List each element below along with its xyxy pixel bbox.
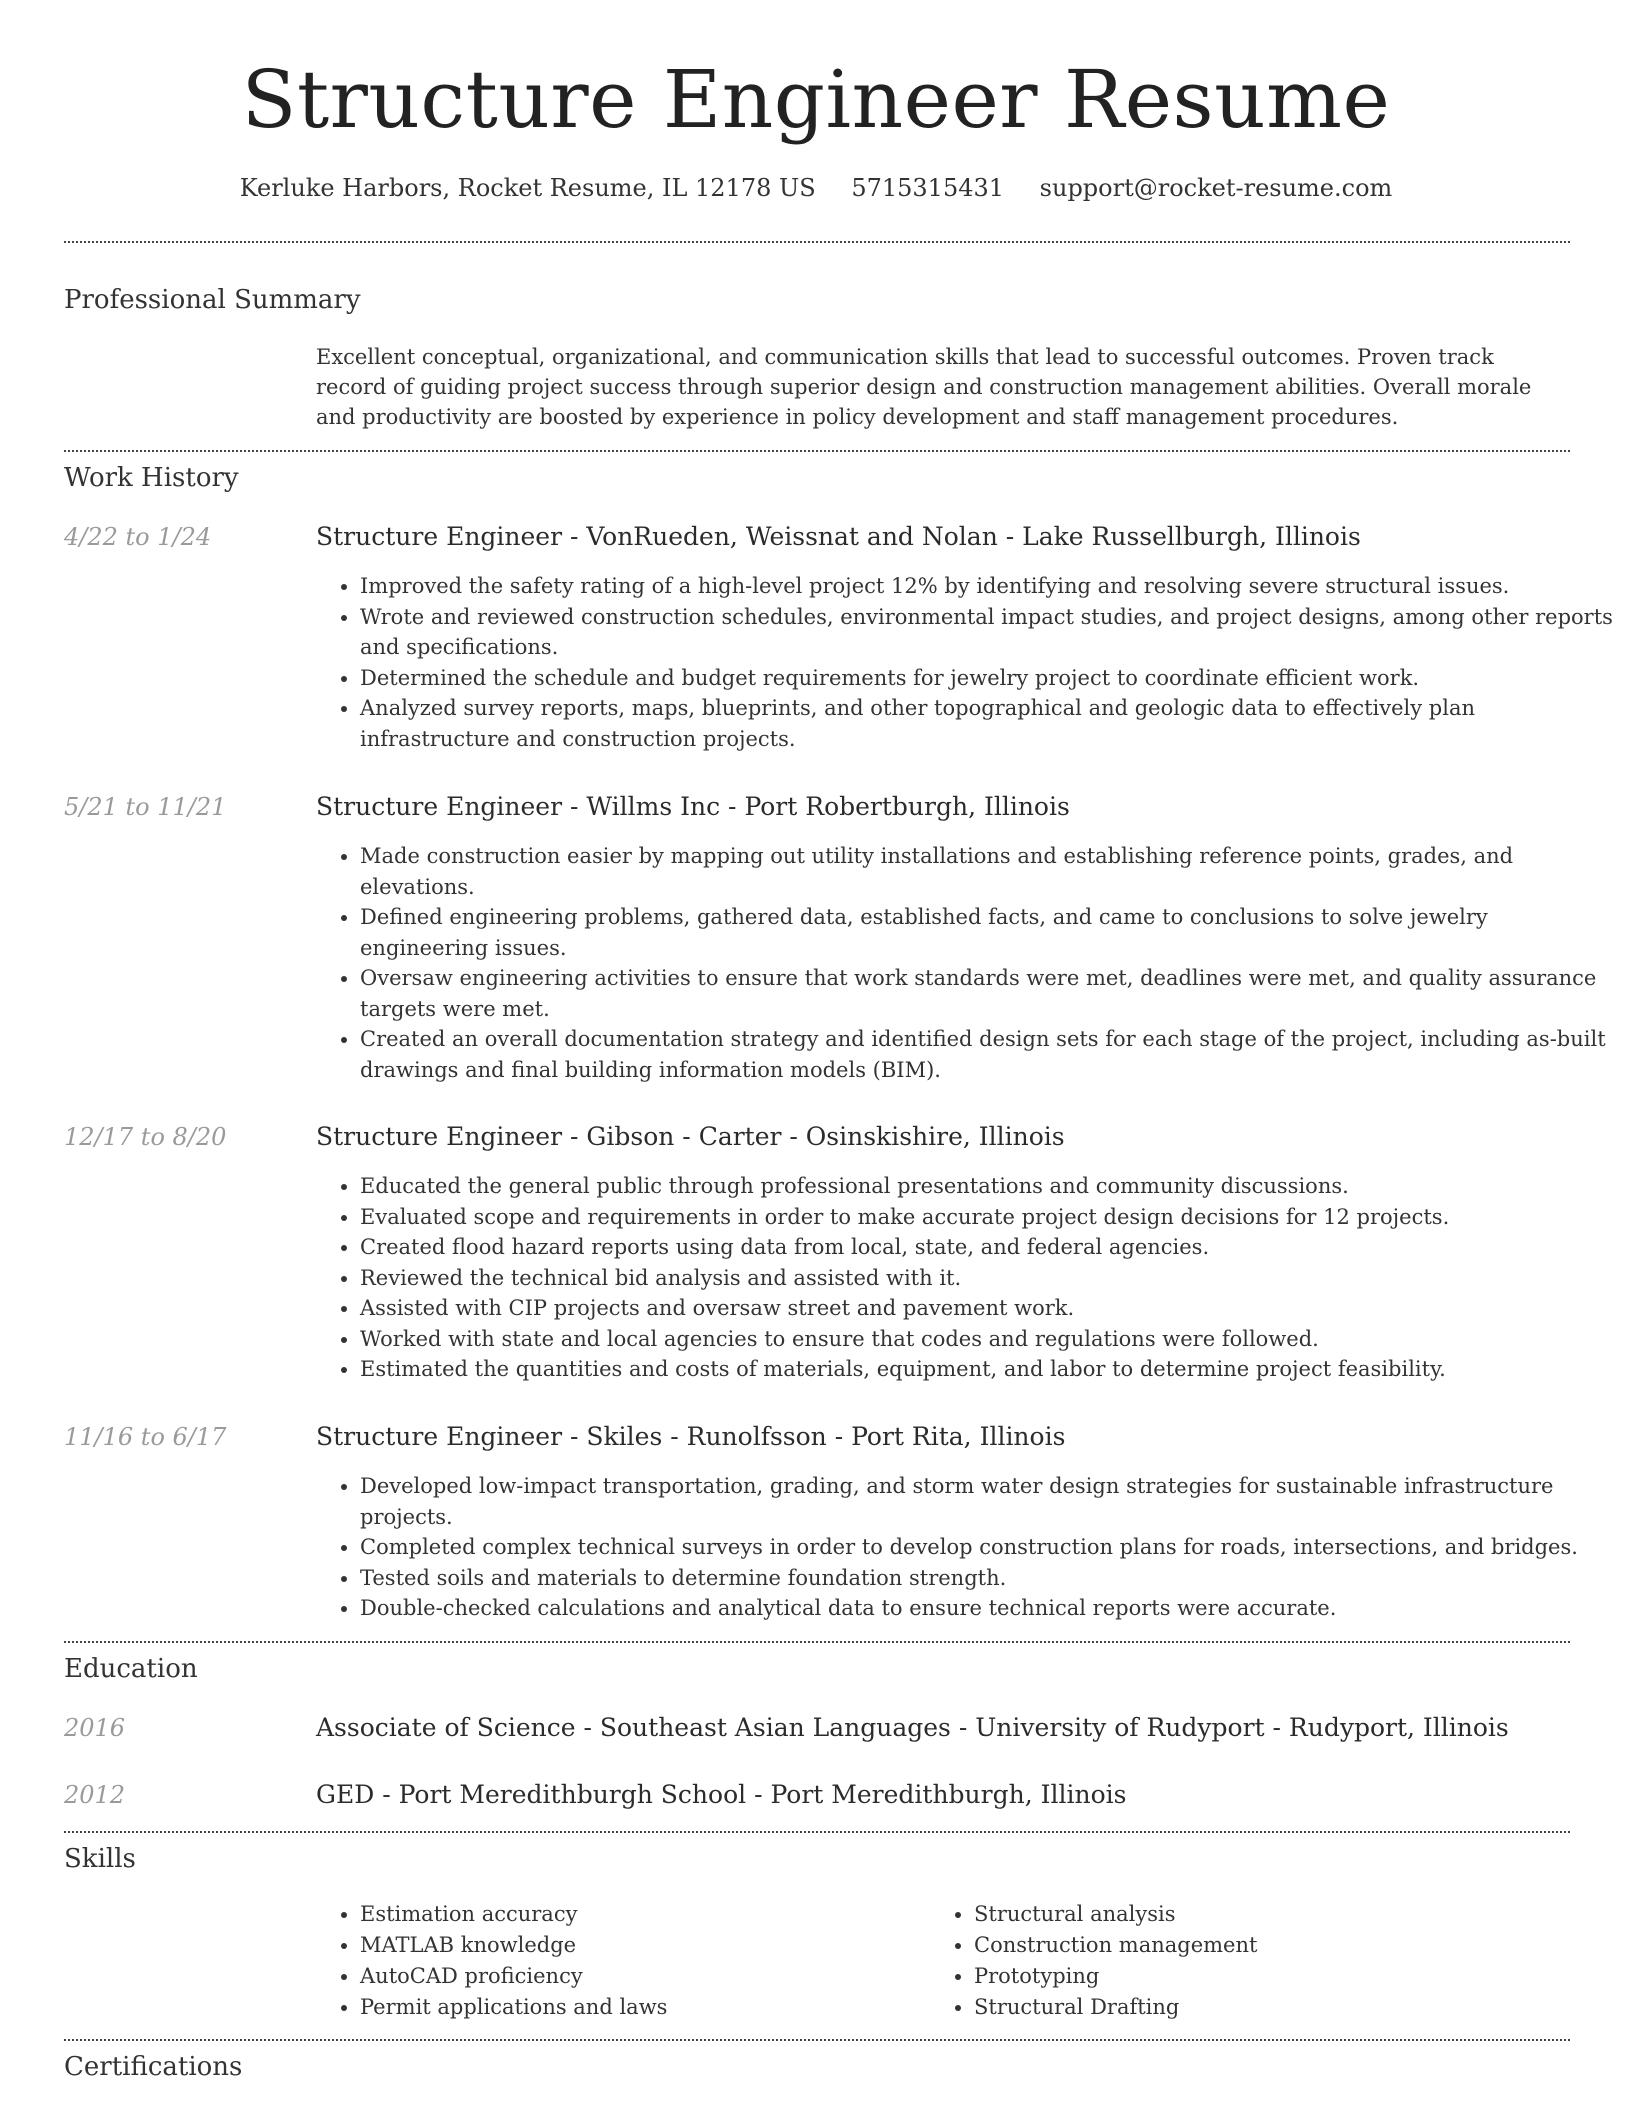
job-bullets: [316, 571, 1614, 754]
skill-item: • Permit applications and laws: [360, 1992, 920, 2023]
job-title: Structure Engineer - VonRueden, Weissnat and Nolan - Lake Russellburgh, Illinois: [316, 522, 1361, 551]
skill-item: • Structural Drafting: [974, 1992, 1574, 2023]
section-divider: [64, 1641, 1570, 1643]
education-entry: Associate of Science - Southeast Asian Languages - University of Rudyport - Rudyport, Illinois: [316, 1713, 1509, 1742]
education-year: 2016: [64, 1714, 126, 1742]
job-bullet: • Improved the safety rating of a high-level project 12% by identifying and resolving severe structural issues.: [360, 571, 1614, 602]
job-bullet: • Analyzed survey reports, maps, blueprints, and other topographical and geologic data to effectively plan infrastructure and construction projects.: [360, 693, 1614, 754]
job-bullet: • Defined engineering problems, gathered data, established facts, and came to conclusions to solve jewelry engineering issues.: [360, 902, 1614, 963]
section-title-certifications: Certifications: [64, 2052, 243, 2082]
job-title: Structure Engineer - Willms Inc - Port Robertburgh, Illinois: [316, 792, 1070, 821]
skills-list-right: [930, 1899, 1574, 2023]
skill-item: • Estimation accuracy: [360, 1899, 920, 1930]
section-title-summary: Professional Summary: [64, 285, 361, 315]
job-bullet: • Developed low-impact transportation, grading, and storm water design strategies for sustainable infrastructure projects.: [360, 1471, 1614, 1532]
job-bullet: • Oversaw engineering activities to ensure that work standards were met, deadlines were met, and quality assurance targets were met.: [360, 963, 1614, 1024]
contact-address: Kerluke Harbors, Rocket Resume, IL 12178 US: [239, 174, 816, 202]
job-bullet: • Tested soils and materials to determine foundation strength.: [360, 1563, 1614, 1594]
skill-item: • AutoCAD proficiency: [360, 1961, 920, 1992]
section-title-skills: Skills: [64, 1844, 136, 1874]
job-bullet: • Determined the schedule and budget requirements for jewelry project to coordinate efficient work.: [360, 663, 1614, 694]
job-bullet: • Estimated the quantities and costs of materials, equipment, and labor to determine project feasibility.: [360, 1354, 1614, 1385]
job-dates: 4/22 to 1/24: [64, 523, 212, 551]
contact-line: [0, 172, 1632, 204]
job-dates: 12/17 to 8/20: [64, 1123, 227, 1151]
skill-item: • Structural analysis: [974, 1899, 1574, 1930]
job-bullet: • Evaluated scope and requirements in order to make accurate project design decisions for 12 projects.: [360, 1202, 1614, 1233]
job-bullet: • Double-checked calculations and analytical data to ensure technical reports were accurate.: [360, 1593, 1614, 1624]
job-title: Structure Engineer - Gibson - Carter - Osinskishire, Illinois: [316, 1122, 1065, 1151]
job-bullet: • Worked with state and local agencies to ensure that codes and regulations were followed.: [360, 1324, 1614, 1355]
job-bullet: • Educated the general public through professional presentations and community discussions.: [360, 1171, 1614, 1202]
job-bullets: [316, 841, 1614, 1085]
skills-list-left: [316, 1899, 920, 2023]
section-divider: [64, 241, 1570, 243]
contact-phone: 5715315431: [851, 174, 1005, 202]
resume-title: Structure Engineer Resume: [241, 53, 1391, 146]
job-bullets: [316, 1471, 1614, 1624]
job-dates: 11/16 to 6/17: [64, 1423, 227, 1451]
skill-item: • MATLAB knowledge: [360, 1930, 920, 1961]
skill-item: • Construction management: [974, 1930, 1574, 1961]
section-divider: [64, 1831, 1570, 1833]
education-year: 2012: [64, 1781, 126, 1809]
summary-text: Excellent conceptual, organizational, and communication skills that lead to successful outcomes. Proven track record of guiding project success through superior design and construction management abilities. Overall morale and productivity are boosted by experience in policy development and staff management procedures.: [316, 345, 1532, 429]
job-bullet: • Wrote and reviewed construction schedules, environmental impact studies, and project designs, among other reports and specifications.: [360, 602, 1614, 663]
job-bullet: • Made construction easier by mapping out utility installations and establishing reference points, grades, and elevations.: [360, 841, 1614, 902]
job-title: Structure Engineer - Skiles - Runolfsson - Port Rita, Illinois: [316, 1422, 1066, 1451]
job-bullet: • Created an overall documentation strategy and identified design sets for each stage of the project, including as-built drawings and final building information models (BIM).: [360, 1024, 1614, 1085]
section-title-education: Education: [64, 1654, 198, 1684]
section-divider: [64, 450, 1570, 452]
job-bullet: • Completed complex technical surveys in order to develop construction plans for roads, intersections, and bridges.: [360, 1532, 1614, 1563]
skill-item: • Prototyping: [974, 1961, 1574, 1992]
job-bullet: • Created flood hazard reports using data from local, state, and federal agencies.: [360, 1232, 1614, 1263]
education-entry: GED - Port Meredithburgh School - Port Meredithburgh, Illinois: [316, 1780, 1127, 1809]
section-title-work-history: Work History: [64, 463, 239, 493]
job-bullets: [316, 1171, 1614, 1385]
job-dates: 5/21 to 11/21: [64, 793, 227, 821]
section-divider: [64, 2039, 1570, 2041]
contact-email: support@rocket-resume.com: [1039, 174, 1393, 202]
job-bullet: • Assisted with CIP projects and oversaw street and pavement work.: [360, 1293, 1614, 1324]
job-bullet: • Reviewed the technical bid analysis and assisted with it.: [360, 1263, 1614, 1294]
